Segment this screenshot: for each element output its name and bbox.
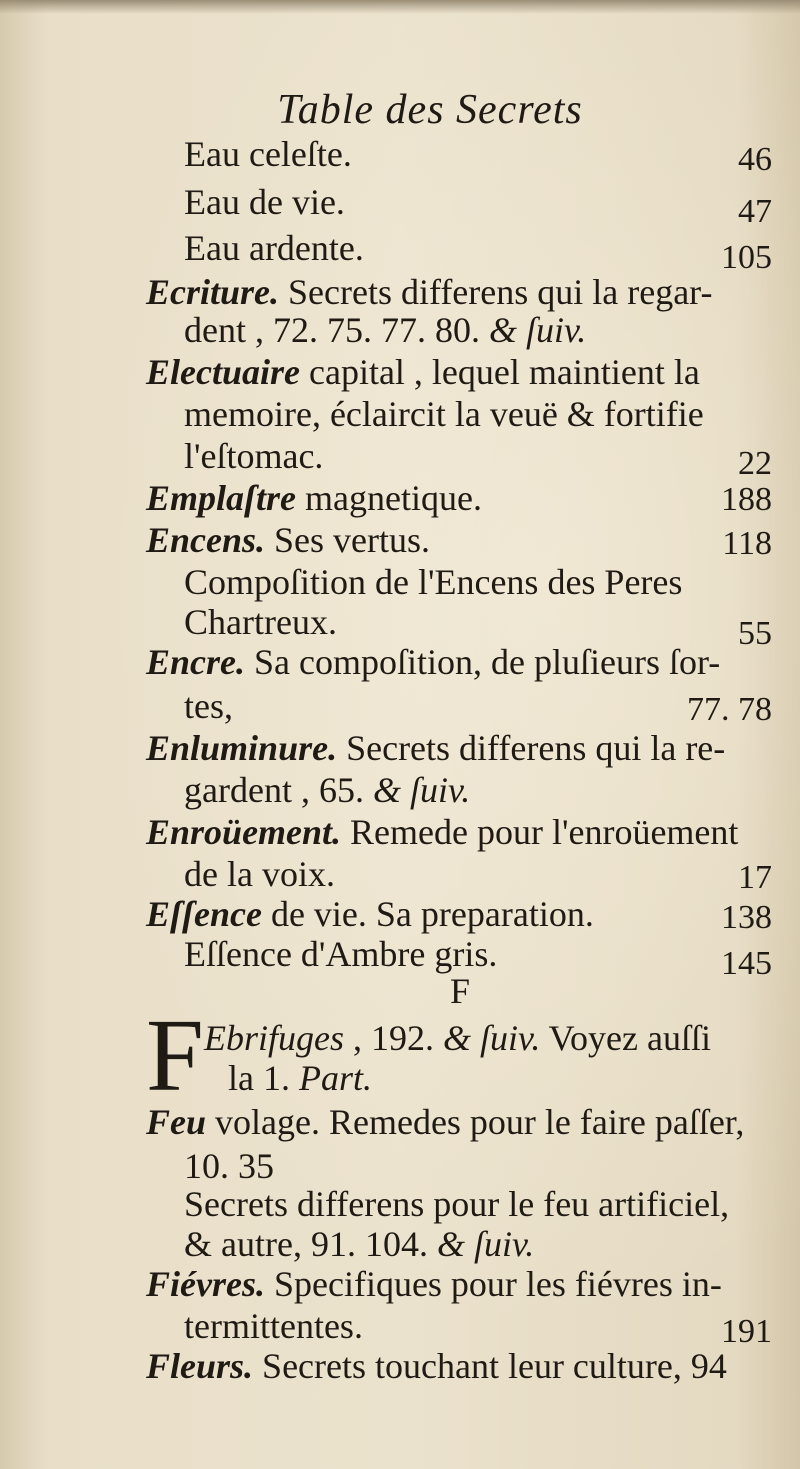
index-line (146, 726, 725, 770)
page-number: 47 (738, 193, 772, 230)
entry-italic: & ſuiv. (363, 770, 471, 810)
page-number: 17 (738, 859, 772, 896)
entry-italic: & ſuiv. (427, 1224, 535, 1264)
index-line (184, 852, 335, 896)
entry-text: tes, (184, 686, 233, 726)
running-head: Table des Secrets (277, 87, 583, 133)
index-line (184, 180, 345, 224)
page-number: 77. 78 (687, 691, 772, 728)
entry-headword: Enluminure. (146, 728, 338, 768)
index-line (184, 768, 470, 812)
entry-text: dent , 72. 75. 77. 80. (184, 310, 480, 350)
index-line (184, 308, 586, 352)
entry-text: Secrets touchant leur culture, 94 (253, 1346, 727, 1386)
page-number: 118 (722, 525, 772, 562)
entry-text: & autre, 91. 104. (184, 1224, 428, 1264)
index-line (184, 560, 682, 604)
drop-cap: F (146, 998, 204, 1113)
index-line (146, 1344, 727, 1388)
index-line (184, 1222, 534, 1266)
index-line (184, 1182, 729, 1226)
index-line (184, 684, 233, 728)
entry-text: gardent , 65. (184, 770, 364, 810)
index-line (146, 476, 482, 520)
page-edge-shadow (0, 0, 800, 14)
entry-text: Secrets differens qui la re- (337, 728, 726, 768)
entry-headword: Ebrifuges (204, 1018, 344, 1058)
entry-text: Chartreux. (184, 602, 337, 642)
entry-text: Remede pour l'enroüement (341, 812, 739, 852)
index-line (146, 518, 430, 562)
entry-text: Eau de vie. (184, 182, 345, 222)
entry-headword: Electuaire (146, 352, 300, 392)
page-number: 191 (721, 1313, 772, 1350)
entry-text: capital , lequel maintient la (299, 352, 700, 392)
entry-text-tail: Voyez auſſi (540, 1018, 711, 1058)
index-line (184, 392, 704, 436)
entry-text: Ses vertus. (265, 520, 431, 560)
page-number: 145 (721, 945, 772, 982)
entry-headword: Encens. (146, 520, 266, 560)
index-line (184, 132, 352, 176)
entry-text: de vie. Sa preparation. (261, 894, 594, 934)
entry-text: Eau ardente. (184, 228, 364, 268)
page-number: 105 (721, 239, 772, 276)
index-line (146, 350, 700, 394)
entry-text: l'eſtomac. (184, 436, 324, 476)
index-line (146, 892, 594, 936)
page-number: 55 (738, 615, 772, 652)
entry-headword: Enroüement. (146, 812, 342, 852)
entry-text: Eſſence d'Ambre gris. (184, 934, 498, 974)
entry-text: , 192. (344, 1018, 434, 1058)
entry-headword: Ecriture. (146, 272, 280, 312)
index-line (204, 1016, 711, 1060)
page-number: 22 (738, 445, 772, 482)
entry-italic: Part. (289, 1058, 372, 1098)
entry-text: Secrets differens pour le feu artificiel, (184, 1184, 730, 1224)
index-line (184, 1304, 363, 1348)
entry-text: magnetique. (296, 478, 482, 518)
entry-italic: & ſuiv. (434, 1018, 541, 1058)
index-line (184, 226, 364, 270)
entry-headword: Encre. (146, 642, 245, 682)
entry-text: termittentes. (184, 1306, 363, 1346)
index-line (146, 640, 720, 684)
entry-headword: Fiévres. (146, 1264, 265, 1304)
section-letter-heading: F (449, 971, 471, 1011)
index-line (146, 1100, 744, 1144)
entry-headword: Feu (146, 1102, 207, 1142)
entry-text: volage. Remedes pour le faire paſſer, (206, 1102, 745, 1142)
page-number: 188 (721, 481, 772, 518)
page-number: 138 (721, 899, 772, 936)
index-line (146, 1262, 722, 1306)
entry-text: la 1. (228, 1058, 290, 1098)
entry-text: Secrets differens qui la regar- (279, 272, 713, 312)
index-line (228, 1056, 372, 1100)
entry-text: de la voix. (184, 854, 335, 894)
entry-text: 10. 35 (184, 1146, 274, 1186)
entry-headword: Fleurs. (146, 1346, 254, 1386)
index-line (184, 434, 323, 478)
entry-italic: & ſuiv. (479, 310, 587, 350)
entry-text: Specifiques pour les fiévres in- (264, 1264, 722, 1304)
index-line (146, 810, 738, 854)
entry-headword: Emplaſtre (146, 478, 296, 518)
entry-headword: Eſſence (146, 894, 262, 934)
entry-text: Sa compoſition, de pluſieurs ſor- (245, 642, 721, 682)
entry-text: memoire, éclaircit la veuë & fortifie (184, 394, 704, 434)
index-line (184, 600, 337, 644)
entry-text: Eau celeſte. (184, 134, 352, 174)
page-number: 46 (738, 141, 772, 178)
entry-text: Compoſition de l'Encens des Peres (184, 562, 683, 602)
